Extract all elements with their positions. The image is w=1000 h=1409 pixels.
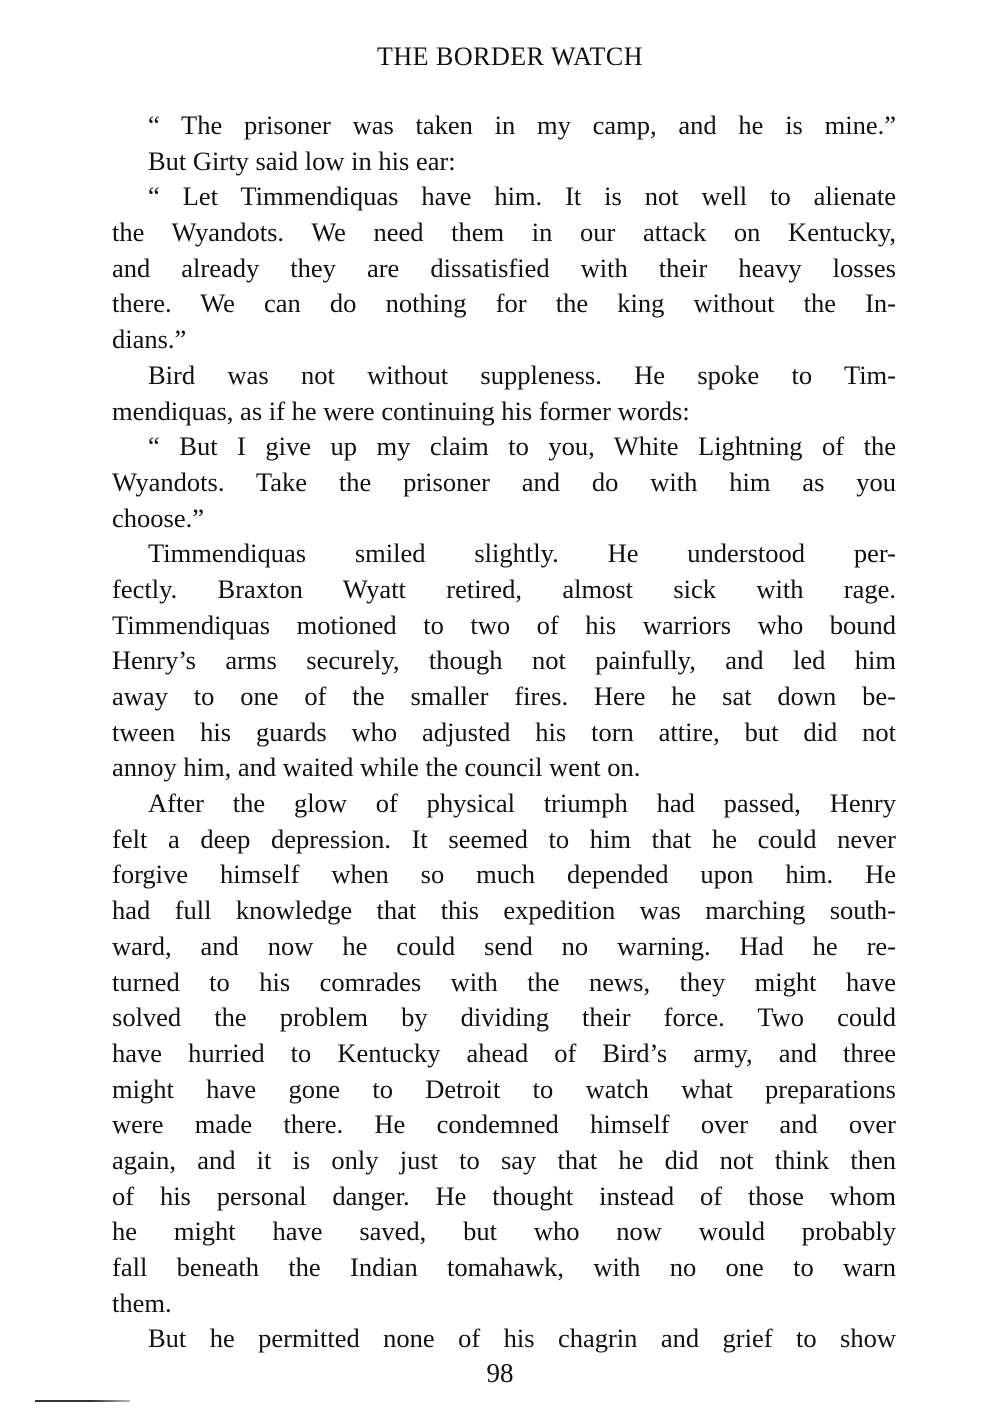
text-line: fectly. Braxton Wyatt retired, almost sick with rage. bbox=[112, 573, 896, 604]
text-line: After the glow of physical triumph had passed, Henry bbox=[148, 788, 896, 819]
text-line: Timmendiquas motioned to two of his warriors who bound bbox=[112, 609, 896, 640]
text-line: he might have saved, but who now would probably bbox=[112, 1216, 896, 1247]
text-line: Wyandots. Take the prisoner and do with him as you bbox=[112, 466, 896, 497]
text-line: solved the problem by dividing their force. Two could bbox=[112, 1002, 896, 1033]
text-line: ward, and now he could send no warning. Had he re- bbox=[112, 930, 896, 961]
running-head: THE BORDER WATCH bbox=[376, 42, 644, 71]
body-text bbox=[112, 108, 896, 1357]
text-line: Bird was not without suppleness. He spoke to Tim- bbox=[148, 359, 896, 390]
text-line: “ Let Timmendiquas have him. It is not well to alienate bbox=[148, 181, 896, 212]
text-line: Timmendiquas smiled slightly. He understood per- bbox=[148, 538, 896, 569]
text-line: felt a deep depression. It seemed to him that he could never bbox=[112, 823, 896, 854]
text-line: tween his guards who adjusted his torn attire, but did not bbox=[112, 716, 896, 747]
text-line: mendiquas, as if he were continuing his former words: bbox=[112, 395, 690, 426]
text-line: But he permitted none of his chagrin and grief to show bbox=[148, 1323, 896, 1354]
text-line: had full knowledge that this expedition was marching south- bbox=[112, 895, 896, 926]
text-line: away to one of the smaller fires. Here he sat down be- bbox=[112, 681, 896, 711]
text-line: might have gone to Detroit to watch what preparations bbox=[112, 1073, 896, 1104]
text-line: “ The prisoner was taken in my camp, and he is mine.” bbox=[148, 110, 896, 140]
text-line: of his personal danger. He thought instead of those whom bbox=[112, 1180, 896, 1211]
text-line: there. We can do nothing for the king without the In- bbox=[112, 288, 896, 319]
text-line: fall beneath the Indian tomahawk, with no one to warn bbox=[112, 1252, 896, 1282]
text-line: them. bbox=[112, 1287, 172, 1318]
text-line: choose.” bbox=[112, 502, 204, 533]
text-line: annoy him, and waited while the council went on. bbox=[112, 752, 641, 783]
text-line: turned to his comrades with the news, they might have bbox=[112, 966, 896, 997]
page-number: 98 bbox=[486, 1358, 514, 1388]
text-line: again, and it is only just to say that he did not think then bbox=[112, 1144, 896, 1175]
text-line: were made there. He condemned himself over and over bbox=[112, 1109, 896, 1140]
text-line: forgive himself when so much depended upon him. He bbox=[112, 859, 896, 890]
text-line: “ But I give up my claim to you, White Lightning of the bbox=[148, 431, 896, 462]
text-line: the Wyandots. We need them in our attack on Kentucky, bbox=[112, 217, 896, 248]
text-line: dians.” bbox=[112, 324, 187, 355]
text-line: But Girty said low in his ear: bbox=[148, 145, 456, 176]
scan-artifact-line bbox=[35, 1400, 130, 1402]
text-line: have hurried to Kentucky ahead of Bird’s army, and three bbox=[112, 1037, 896, 1068]
text-line: Henry’s arms securely, though not painfully, and led him bbox=[112, 645, 896, 676]
text-line: and already they are dissatisfied with their heavy losses bbox=[112, 252, 896, 283]
